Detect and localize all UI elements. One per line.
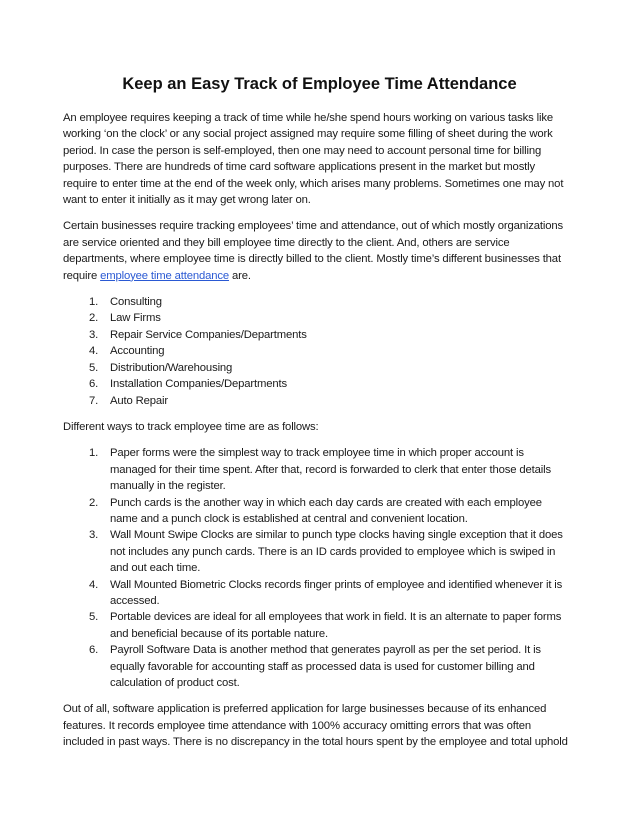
list-item-text: Law Firms <box>110 312 161 325</box>
list-item-text: Consulting <box>110 296 162 309</box>
businesses-paragraph-end: are. <box>229 269 251 282</box>
methods-intro-paragraph: Different ways to track employee time are as follows: <box>63 420 319 433</box>
list-item <box>63 376 568 392</box>
list-item <box>63 343 568 359</box>
list-item <box>63 294 568 310</box>
list-item-text: Distribution/Warehousing <box>110 361 233 374</box>
list-item-number: 5. <box>89 361 99 374</box>
list-item-text: Auto Repair <box>110 394 169 407</box>
list-item <box>63 393 568 409</box>
list-item <box>63 577 568 610</box>
list-item-number: 7. <box>89 394 99 407</box>
list-item <box>63 360 568 376</box>
employee-time-attendance-link[interactable]: employee time attendance <box>100 269 230 282</box>
methods-list <box>63 445 568 691</box>
list-item <box>63 642 568 691</box>
list-item-text: Accounting <box>110 345 165 358</box>
list-item-text: Repair Service Companies/Departments <box>110 328 307 341</box>
list-item <box>63 609 568 642</box>
list-item-number: 4. <box>89 345 99 358</box>
list-item-number: 1. <box>89 296 99 309</box>
list-item-number: 3. <box>89 529 99 542</box>
list-item-number: 2. <box>89 496 99 509</box>
document-title: Keep an Easy Track of Employee Time Attendance <box>122 75 517 93</box>
list-item-text: Installation Companies/Departments <box>110 378 287 391</box>
list-item-number: 1. <box>89 447 99 460</box>
list-item-number: 5. <box>89 611 99 624</box>
list-item <box>63 310 568 326</box>
list-item-text: Paper forms were the simplest way to track employee time in which proper account is managed for their time spent. After that, record is forwarded to clerk that enter those details manually in the register. <box>110 447 551 493</box>
list-item-number: 3. <box>89 328 99 341</box>
list-item-text: Portable devices are ideal for all employees that work in field. It is an alternate to paper forms and beneficial because of its portable nature. <box>110 611 562 640</box>
conclusion-paragraph: Out of all, software application is preferred application for large businesses because of its enhanced features. It records employee time attendance with 100% accuracy omitting errors that was often included in past ways. There is no discrepancy in the total hours spent by the employee and total uphold <box>63 703 568 749</box>
list-item-text: Wall Mounted Biometric Clocks records finger prints of employee and identified whenever it is accessed. <box>110 578 563 607</box>
list-item <box>63 445 568 494</box>
intro-paragraph: An employee requires keeping a track of time while he/she spend hours working on various tasks like working ‘on the clock’ or any social project assigned may require some filling of sheet during the work period. In case the person is self-employed, then one may need to account personal time for billing purposes. There are hundreds of time card software applications present in the market but mostly require to enter time at the end of the week only, which arises many problems. Sometimes one may not want to enter it initially as it may get wrong later on. <box>63 112 564 207</box>
list-item-number: 6. <box>89 644 99 657</box>
list-item <box>63 495 568 528</box>
list-item-number: 6. <box>89 378 99 391</box>
list-item-text: Payroll Software Data is another method that generates payroll as per the set period. It is equally favorable for accounting staff as processed data is used for customer billing and calculation of product cost. <box>110 644 541 689</box>
business-list <box>63 294 568 409</box>
list-item-text: Punch cards is the another way in which each day cards are created with each employee name and a punch clock is established at central and convenient location. <box>110 496 542 525</box>
list-item-number: 2. <box>89 312 99 325</box>
list-item <box>63 327 568 343</box>
businesses-paragraph <box>63 218 568 284</box>
list-item-text: Wall Mount Swipe Clocks are similar to punch type clocks having single exception that it does not includes any punch cards. There is an ID cards provided to employee which is swiped in and out each time. <box>110 529 563 575</box>
businesses-paragraph-text: Certain businesses require tracking employees’ time and attendance, out of which mostly organizations are service oriented and they bill employee time directly to the client. And, others are service departments, where employee time is directly billed to the client. Mostly time’s different businesses that require <box>63 220 563 282</box>
list-item-number: 4. <box>89 578 99 591</box>
list-item <box>63 527 568 576</box>
